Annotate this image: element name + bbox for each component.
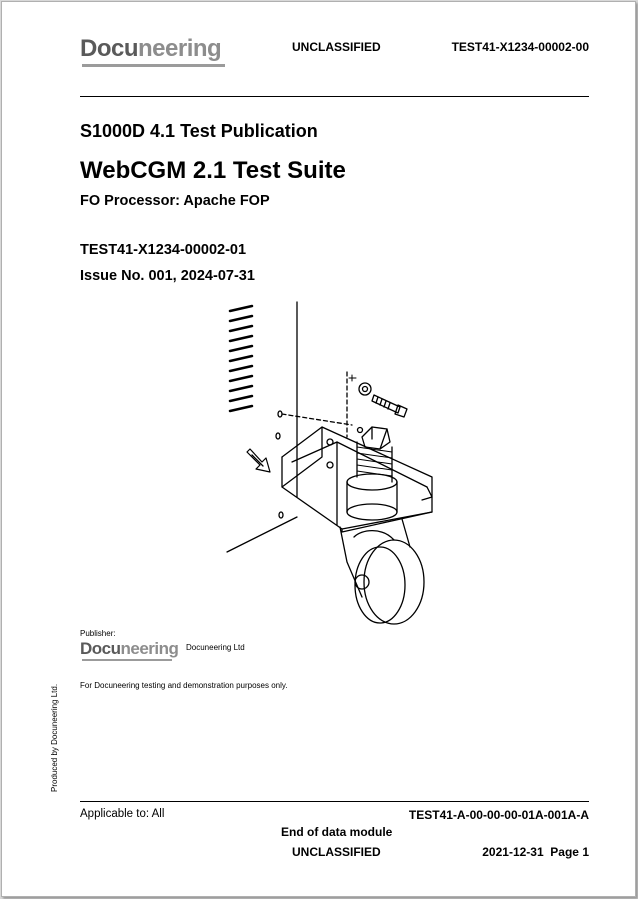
publisher-logo-underline [82, 659, 172, 661]
caster-wheel-illustration [222, 297, 452, 627]
produced-by-note: Produced by Docuneering Ltd. [50, 683, 59, 792]
publisher-logo: Docuneering [80, 639, 179, 658]
end-of-data-module: End of data module [281, 825, 393, 839]
dm-code: TEST41-A-00-00-00-01A-001A-A [408, 808, 589, 822]
processor-line: FO Processor: Apache FOP [80, 193, 270, 209]
publisher-label: Publisher: [80, 629, 116, 638]
footer-classification: UNCLASSIFIED [292, 845, 381, 859]
date-and-page: 2021-12-31 Page 1 [482, 845, 589, 859]
issue-line: Issue No. 001, 2024-07-31 [80, 268, 255, 284]
disclaimer: For Docuneering testing and demonstration purposes only. [80, 681, 288, 690]
document-page [1, 1, 636, 897]
docuneering-logo: Docuneering [80, 35, 222, 62]
header-classification: UNCLASSIFIED [292, 40, 381, 54]
publication-title: S1000D 4.1 Test Publication [80, 121, 318, 141]
header-document-code: TEST41-X1234-00002-00 [451, 40, 589, 54]
pm-code: TEST41-X1234-00002-01 [80, 242, 247, 258]
logo-underline [82, 64, 225, 67]
main-title: WebCGM 2.1 Test Suite [80, 157, 346, 184]
applicable-to: Applicable to: All [80, 808, 165, 820]
publisher-company: Docuneering Ltd [186, 643, 245, 652]
footer-rule [80, 801, 589, 802]
header-rule [80, 96, 589, 97]
